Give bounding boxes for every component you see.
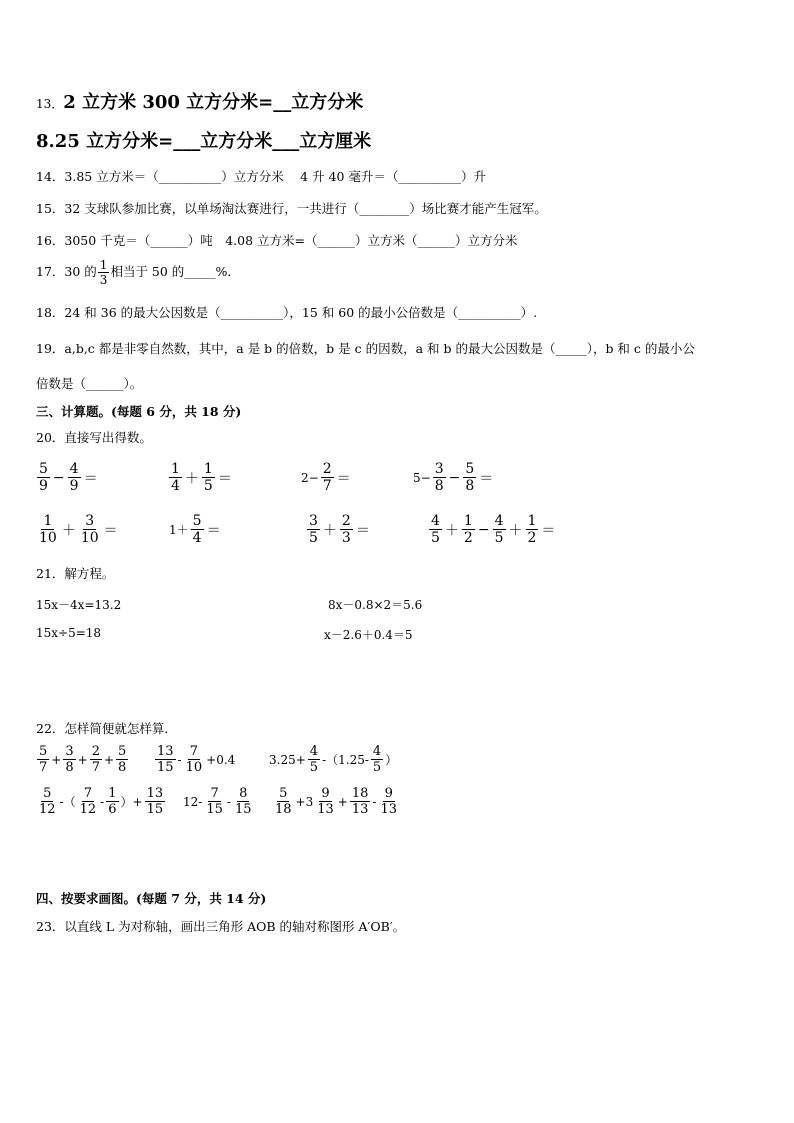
q22-e5: 12- $\frac{7}{15}$ - $\frac{8}{15}$ xyxy=(183,786,252,817)
q19-line1: 19．a,b,c 都是非零自然数，其中，a 是 b 的倍数，b 是 c 的因数，a 和 b 的最大公因数是（_____），b 和 c 的最小公 xyxy=(36,341,695,356)
q21-eq4: x－2.6＋0.4＝5 xyxy=(324,628,413,642)
q23: 23．以直线 L 为对称轴，画出三角形 AOB 的轴对称图形 A′OB′。 xyxy=(36,919,406,934)
q17-fraction: $\frac{1}{3}$ xyxy=(99,258,108,287)
q22-e1: $\frac{5}{7}$ + $\frac{3}{8}$ + $\frac{2}{7}$ + $\frac{5}{8}$ xyxy=(39,744,127,775)
q17 xyxy=(36,259,240,286)
section3-heading: 三、计算题。(每题 6 分，共 18 分) xyxy=(36,404,242,419)
q22-e6: $\frac{5}{18}$ +3 $\frac{9}{13}$ + $\frac{18}{13}$ - $\frac{9}{13}$ xyxy=(275,786,398,817)
section4-heading: 四、按要求画图。(每题 7 分，共 14 分) xyxy=(36,891,267,906)
q20-r1-e1: $\frac{5}{9}$ − $\frac{4}{9}$ ＝ xyxy=(39,461,98,494)
q14: 14．3.85 立方米＝（__________）立方分米 4 升 40 毫升＝（__________）升 xyxy=(36,169,486,184)
q20-r2-e4: $\frac{4}{5}$ ＋ $\frac{1}{2}$ − $\frac{4}{5}$ ＋ $\frac{1}{2}$ ＝ xyxy=(431,513,556,546)
q21-title: 21．解方程。 xyxy=(36,566,115,581)
q17-prefix: 17．30 的 xyxy=(36,264,97,279)
q22-e3: 3.25+ $\frac{4}{5}$ -（1.25- $\frac{4}{5}$ ） xyxy=(269,744,398,775)
q21-eq3: 15x÷5=18 xyxy=(36,626,102,640)
q13-line1-text: 2 立方米 300 立方分米=__立方分米 xyxy=(63,92,364,113)
q20-title: 20．直接写出得数。 xyxy=(36,430,152,445)
q13-line1 xyxy=(36,88,363,114)
q20-r1-e3: 2− $\frac{2}{7}$ ＝ xyxy=(301,461,351,494)
q22-title: 22．怎样简便就怎样算． xyxy=(36,721,177,736)
q22-e2: $\frac{13}{15}$ - $\frac{7}{10}$ +0.4 xyxy=(157,744,236,775)
q22-e4: $\frac{5}{12}$ -（ $\frac{7}{12}$ - $\frac{1}{6}$ ）+ $\frac{13}{15}$ xyxy=(39,786,164,817)
q13-number: 13． xyxy=(36,97,64,111)
q13-line2: 8.25 立方分米=___立方分米___立方厘米 xyxy=(36,131,372,152)
q15: 15．32 支球队参加比赛，以单场淘汰赛进行，一共进行（________）场比赛才能产生冠军。 xyxy=(36,201,547,216)
q19-line2: 倍数是（______）。 xyxy=(36,376,143,391)
q18: 18．24 和 36 的最大公因数是（__________），15 和 60 的最小公倍数是（__________）. xyxy=(36,305,538,320)
q17-suffix: 相当于 50 的_____%． xyxy=(110,264,240,279)
q20-r2-e1: $\frac{1}{10}$ ＋ $\frac{3}{10}$ ＝ xyxy=(39,513,118,546)
q21-eq2: 8x－0.8×2＝5.6 xyxy=(328,598,423,612)
q20-r2-e3: $\frac{3}{5}$ ＋ $\frac{2}{3}$ ＝ xyxy=(309,513,370,546)
q20-r2-e2: 1＋ $\frac{5}{4}$ ＝ xyxy=(169,513,221,546)
q21-eq1: 15x－4x=13.2 xyxy=(36,598,122,612)
q20-r1-e4: 5− $\frac{3}{8}$ − $\frac{5}{8}$ ＝ xyxy=(413,461,494,494)
q20-r1-e2: $\frac{1}{4}$ ＋ $\frac{1}{5}$ ＝ xyxy=(171,461,232,494)
q16: 16．3050 千克＝（______）吨 4.08 立方米=（______）立方米（______）立方分米 xyxy=(36,233,518,248)
